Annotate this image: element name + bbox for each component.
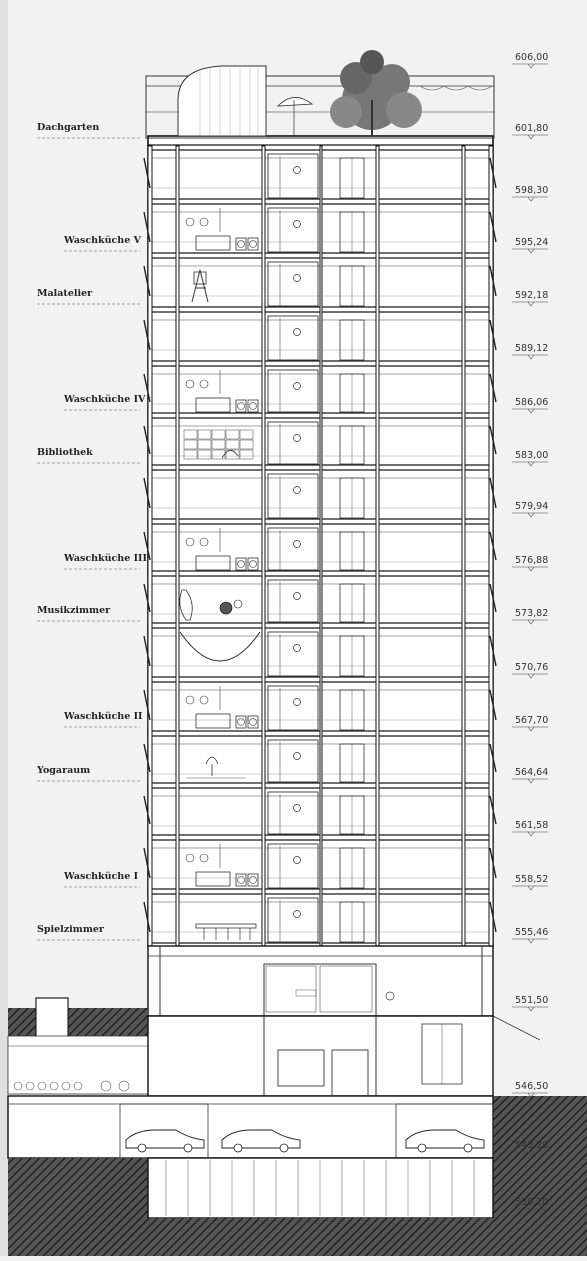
elevation-label: 598,30	[515, 185, 549, 196]
room-label: Waschküche IV	[64, 394, 146, 405]
column	[376, 146, 379, 946]
room-label: Malatelier	[37, 288, 93, 299]
margin-strip	[0, 0, 8, 1256]
parking-level	[8, 1096, 493, 1158]
elevation-label: 555,46	[515, 927, 549, 938]
room-label: Waschküche V	[64, 235, 141, 246]
column	[176, 146, 179, 946]
room-label: Musikzimmer	[37, 605, 111, 616]
elevation-label: 567,70	[515, 715, 549, 726]
elevation-label: 543,20	[515, 1140, 549, 1151]
elevation-label: 606,00	[515, 52, 549, 63]
room-label: Bibliothek	[37, 447, 93, 458]
rooftop-pavilion	[178, 66, 266, 136]
column	[320, 146, 322, 946]
lobby-level	[148, 946, 493, 1016]
entrance-canopy	[36, 998, 68, 1038]
room-label: Spielzimmer	[37, 924, 104, 935]
column	[148, 146, 152, 946]
room-label: Waschküche II	[64, 711, 143, 722]
elevation-label: 573,82	[515, 608, 549, 619]
room-label: Waschküche I	[64, 871, 139, 882]
deep-basement	[8, 1158, 493, 1256]
rooftop-tree-icon	[330, 50, 422, 136]
elevation-label: 579,94	[515, 501, 549, 512]
room-label: Yogaraum	[37, 765, 91, 776]
parasol-icon	[278, 97, 312, 106]
elevation-label: 564,64	[515, 767, 549, 778]
elevation-label: 586,06	[515, 397, 549, 408]
elevation-label: 583,00	[515, 450, 549, 461]
elevation-label: 576,88	[515, 555, 549, 566]
elevation-label: 539,20	[515, 1197, 549, 1208]
basement-level-1	[148, 1016, 493, 1096]
elevation-label: 551,50	[515, 995, 549, 1006]
elevation-label: 558,52	[515, 874, 549, 885]
elevation-label: 601,80	[515, 123, 549, 134]
room-labels	[36, 122, 147, 940]
elevation-label: 589,12	[515, 343, 549, 354]
room-label: Waschküche III	[64, 553, 147, 564]
elevation-label: 546,50	[515, 1081, 549, 1092]
rooftop-pergola	[146, 50, 494, 138]
elevation-label: 595,24	[515, 237, 549, 248]
elevation-label: 592,18	[515, 290, 549, 301]
drum-kit-icon	[220, 602, 232, 614]
elevation-label: 561,58	[515, 820, 549, 831]
room-label: Dachgarten	[37, 122, 100, 133]
column	[262, 146, 265, 946]
elevation-label: 570,76	[515, 662, 549, 673]
column	[462, 146, 465, 946]
